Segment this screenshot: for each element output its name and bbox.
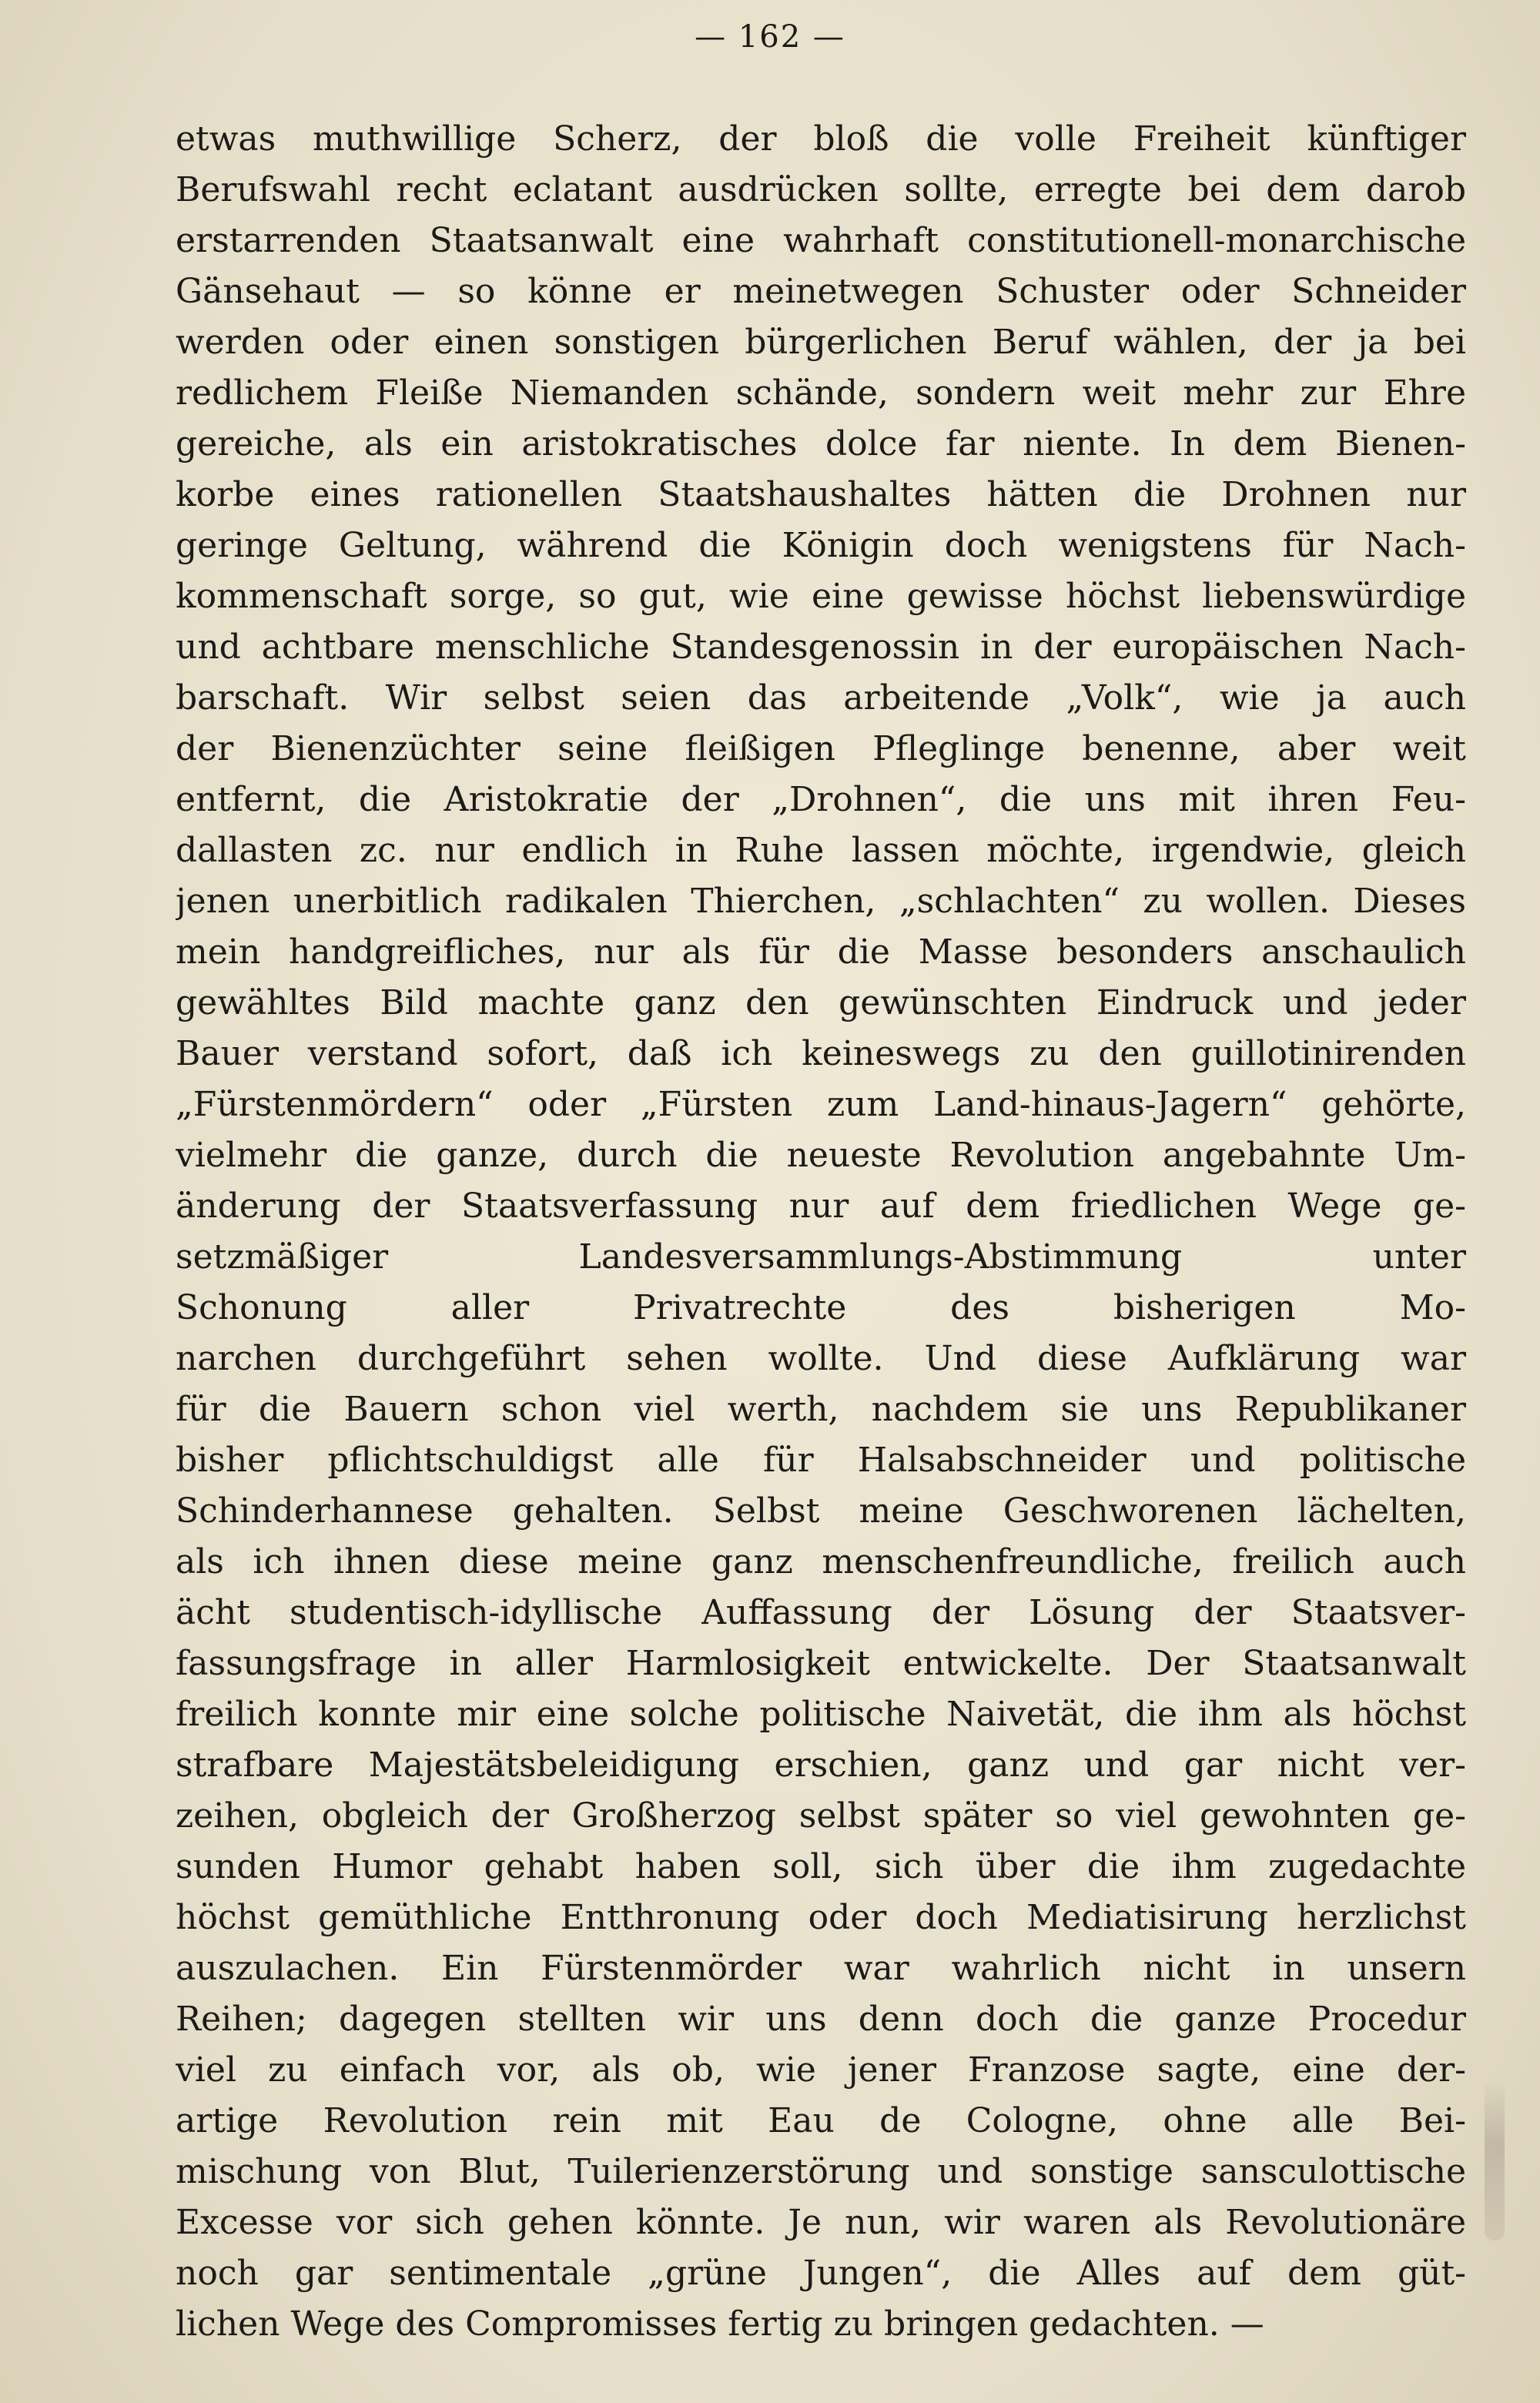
text-line: gewähltes Bild machte ganz den gewünschten Eindruck und jeder [176,983,1466,1022]
text-line: Berufswahl recht eclatant ausdrücken sollte, erregte bei dem darob [176,170,1466,209]
text-line: ächt studentisch-idyllische Auffassung der Lösung der Staatsver- [176,1593,1466,1632]
text-line: Bauer verstand sofort, daß ich keineswegs zu den guillotinirenden [176,1034,1466,1073]
text-line: barschaft. Wir selbst seien das arbeitende „Volk“, wie ja auch [176,678,1466,718]
text-line: mein handgreifliches, nur als für die Masse besonders anschaulich [176,932,1466,972]
text-line: und achtbare menschliche Standesgenossin in der europäischen Nach- [176,628,1466,667]
text-line: freilich konnte mir eine solche politische Naivetät, die ihm als höchst [176,1695,1466,1734]
text-line: der Bienenzüchter seine fleißigen Pfleglinge benenne, aber weit [176,729,1466,768]
text-line: fassungsfrage in aller Harmlosigkeit entwickelte. Der Staatsanwalt [176,1644,1466,1683]
text-line: lichen Wege des Compromisses fertig zu bringen gedachten. — [176,2304,1264,2344]
text-line: artige Revolution rein mit Eau de Cologne, ohne alle Bei- [176,2101,1466,2140]
text-line: erstarrenden Staatsanwalt eine wahrhaft constitutionell-monarchische [176,221,1466,260]
text-line: narchen durchgeführt sehen wollte. Und diese Aufklärung war [176,1339,1466,1378]
text-line: redlichem Fleiße Niemanden schände, sondern weit mehr zur Ehre [176,373,1466,413]
text-line: bisher pflichtschuldigst alle für Halsabschneider und politische [176,1441,1466,1480]
text-line: sunden Humor gehabt haben soll, sich über die ihm zugedachte [176,1847,1466,1886]
text-line: zeihen, obgleich der Großherzog selbst später so viel gewohnten ge- [176,1796,1466,1836]
text-line: Excesse vor sich gehen könnte. Je nun, wir waren als Revolutionäre [176,2203,1466,2242]
text-line: korbe eines rationellen Staatshaushaltes hätten die Drohnen nur [176,475,1466,514]
text-line: vielmehr die ganze, durch die neueste Revolution angebahnte Um- [176,1136,1466,1175]
text-line: jenen unerbitlich radikalen Thierchen, „schlachten“ zu wollen. Dieses [176,882,1466,921]
text-line: setzmäßiger Landesversammlungs-Abstimmung unter [176,1237,1466,1277]
text-line: noch gar sentimentale „grüne Jungen“, die Alles auf dem güt- [176,2254,1466,2293]
text-line: etwas muthwillige Scherz, der bloß die volle Freiheit künftiger [176,119,1466,159]
text-line: Schinderhannese gehalten. Selbst meine Geschworenen lächelten, [176,1491,1466,1531]
text-line: dallasten zc. nur endlich in Ruhe lassen möchte, irgendwie, gleich [176,831,1466,870]
text-line: kommenschaft sorge, so gut, wie eine gewisse höchst liebenswürdige [176,577,1466,616]
text-line: geringe Geltung, während die Königin doch wenigstens für Nach- [176,526,1466,565]
text-line: gereiche, als ein aristokratisches dolce far niente. In dem Bienen- [176,424,1466,464]
text-line: höchst gemüthliche Entthronung oder doch Mediatisirung herzlichst [176,1898,1466,1937]
text-line: strafbare Majestätsbeleidigung erschien, ganz und gar nicht ver- [176,1745,1466,1785]
ink-smudge [1485,2079,1505,2241]
text-line: Schonung aller Privatrechte des bisherigen Mo- [176,1288,1466,1327]
page-number: — 162 — [695,19,845,55]
text-line: als ich ihnen diese meine ganz menschenfreundliche, freilich auch [176,1542,1466,1581]
text-line: „Fürstenmördern“ oder „Fürsten zum Land-hinaus-Jagern“ gehörte, [176,1085,1466,1124]
text-line: viel zu einfach vor, als ob, wie jener Franzose sagte, eine der- [176,2050,1466,2090]
text-line: auszulachen. Ein Fürstenmörder war wahrlich nicht in unsern [176,1949,1466,1988]
text-line: Gänsehaut — so könne er meinetwegen Schuster oder Schneider [176,272,1466,311]
text-line: für die Bauern schon viel werth, nachdem sie uns Republikaner [176,1390,1466,1429]
body-text [176,114,1466,2350]
text-line: werden oder einen sonstigen bürgerlichen Beruf wählen, der ja bei [176,323,1466,362]
text-line: änderung der Staatsverfassung nur auf dem friedlichen Wege ge- [176,1186,1466,1226]
text-line: entfernt, die Aristokratie der „Drohnen“, die uns mit ihren Feu- [176,780,1466,819]
text-line: mischung von Blut, Tuilerienzerstörung und sonstige sansculottische [176,2152,1466,2191]
text-line: Reihen; dagegen stellten wir uns denn doch die ganze Procedur [176,2000,1466,2039]
